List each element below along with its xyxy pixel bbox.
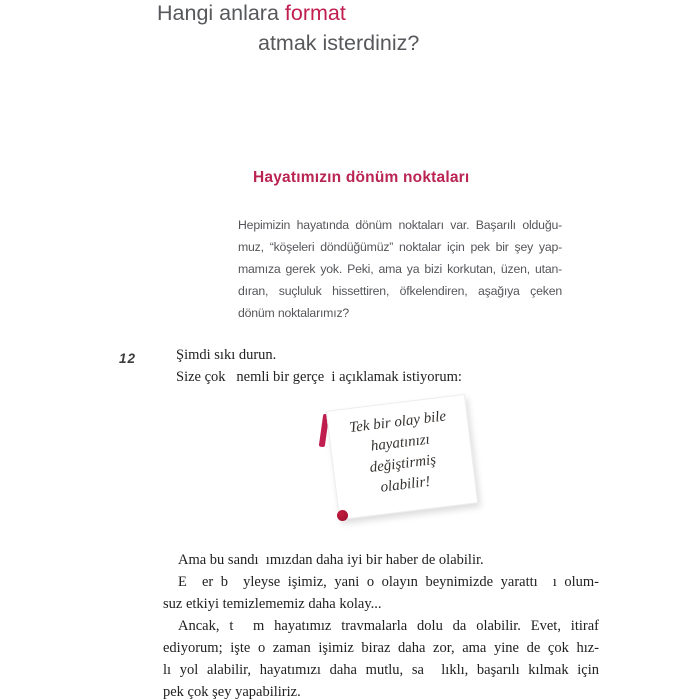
body-paragraph-1: [163, 549, 599, 571]
lead-line: Size çok nemli bir gerçe i açıklamak istiyorum:: [176, 368, 462, 385]
note-pin-icon: [337, 510, 348, 521]
chapter-title-prefix: Hangi anlara: [157, 1, 285, 25]
sticky-note: [326, 394, 478, 520]
intro-line: mamıza gerek yok. Peki, ama ya bizi korkutan, üzen, utan-: [238, 262, 562, 276]
sticky-note-line: olabilir!: [379, 473, 432, 496]
intro-line: muz, “köşeleri döndüğümüz” noktalar için pek bir şey yap-: [238, 240, 562, 254]
section-heading: Hayatımızın dönüm noktaları: [253, 169, 470, 186]
body-line: ediyorum; işte o zaman işimiz biraz daha zor, ama yine de çok hız-: [163, 640, 599, 656]
body-line: Ama bu sandı ımızdan daha iyi bir haber de olabilir.: [178, 552, 484, 568]
chapter-title-line2: atmak isterdiniz?: [258, 31, 420, 55]
body-line: Ancak, t m hayatımız travmalarla dolu da olabilir. Evet, itiraf: [178, 618, 599, 634]
body-line: suz etkiyi temizlememiz daha kolay...: [163, 596, 382, 612]
sticky-note-line: hayatınızı: [369, 431, 431, 455]
lead-line: Şimdi sıkı durun.: [176, 347, 277, 363]
intro-line: Hepimizin hayatında dönüm noktaları var. Başarılı olduğu-: [238, 218, 562, 232]
chapter-title-line1: [157, 1, 346, 26]
sticky-note-line: Tek bir olay bile: [348, 408, 448, 437]
body-line: E er b yleyse işimiz, yani o olayın beynimizde yarattı ı olum-: [178, 574, 599, 590]
body-text: [163, 549, 599, 700]
intro-line: dıran, suçluluk hissettiren, öfkelendiren, aşağıya çeken: [238, 284, 562, 298]
page-number: 12: [119, 351, 137, 366]
intro-paragraph: [238, 214, 562, 324]
sticky-note-text: [328, 404, 475, 504]
sticky-note-line: değiştirmiş: [368, 451, 437, 476]
body-paragraph-3: [163, 615, 599, 700]
body-line: pek çok şey yapabiliriz.: [163, 684, 301, 700]
intro-line: dönüm noktalarımız?: [238, 306, 350, 320]
chapter-title-highlight: format: [284, 1, 346, 25]
body-line: lı yol alabilir, hayatımızı daha mutlu, sa lıklı, başarılı kılmak için: [163, 662, 599, 678]
body-paragraph-2: [163, 571, 599, 615]
lead-paragraph: [163, 345, 599, 388]
